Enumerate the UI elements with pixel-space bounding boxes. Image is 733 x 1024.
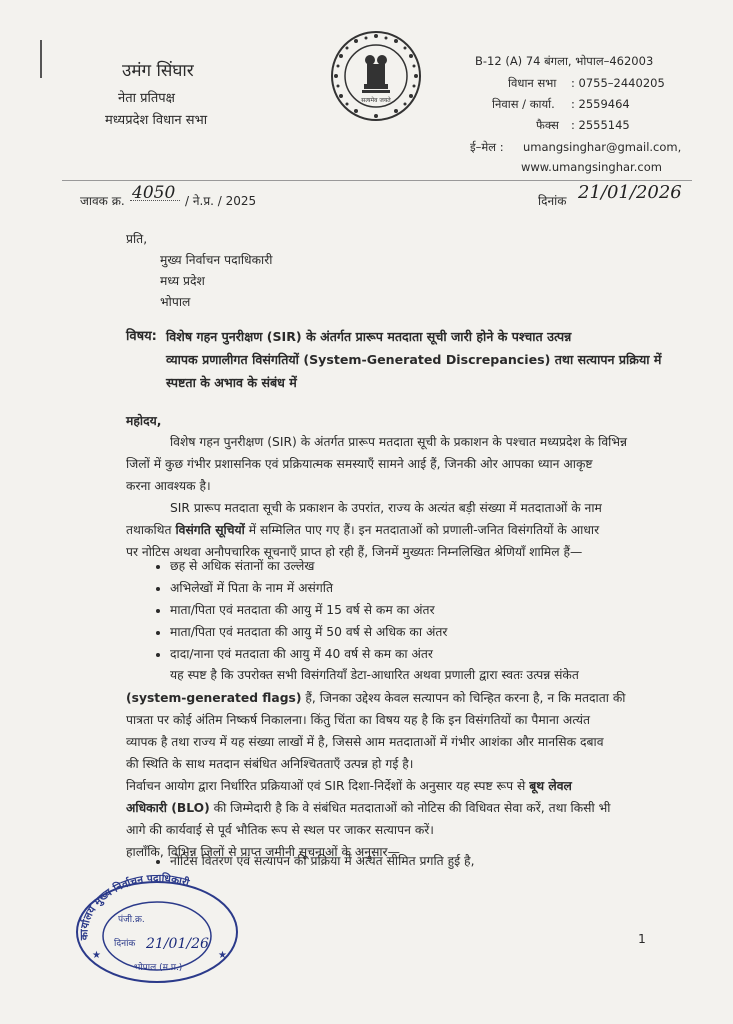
para2-text-c: में सम्मिलित पाए गए हैं। इन मतदाताओं को प्रणाली-जनित विसंगतियों के आधार (244, 523, 600, 537)
sender-designation: नेता प्रतिपक्ष (118, 91, 176, 106)
stamp-ring-text: कार्यालय मुख्य निर्वाचन पदाधिकारी (78, 872, 191, 941)
para1-line-1: विशेष गहन पुनरीक्षण (SIR) के अंतर्गत प्रारूप मतदाता सूची के प्रकाशन के पश्चात मध्यप्रदेश के विभिन्न (170, 435, 628, 449)
recipient-line-1: मुख्य निर्वाचन पदाधिकारी (160, 253, 273, 267)
para3-text: हैं, जिनका उद्देश्य केवल सत्यापन को चिन्हित करना है, न कि मतदाता की (301, 691, 626, 705)
para3-line-5: की स्थिति के साथ मतदान संबंधित अनिश्चितताएँ उत्पन्न हो गई है। (126, 757, 414, 771)
para4-line-1 (126, 775, 572, 797)
date-label: दिनांक (538, 194, 567, 208)
stamp-reg-label: पंजी.क्र. (118, 915, 145, 925)
recipient-line-2: मध्य प्रदेश (160, 274, 205, 288)
email-label: ई–मेल : (470, 140, 504, 154)
ref-suffix: / ने.प्र. / 2025 (185, 194, 257, 208)
star-icon: ★ (218, 950, 227, 961)
margin-mark (40, 40, 42, 78)
date-value: 21/01/2026 (578, 182, 682, 203)
email-address: umangsinghar@gmail.com, (523, 140, 682, 154)
para2-line-2 (126, 519, 599, 541)
para2-text-a: तथाकथित (126, 523, 176, 537)
sender-assembly: मध्यप्रदेश विधान सभा (105, 113, 208, 128)
phone-value-3: : 2555145 (571, 118, 630, 132)
page-number: 1 (638, 932, 646, 946)
para2-line-3: पर नोटिस अथवा अनौपचारिक सूचनाएँ प्राप्त हो रही हैं, जिनमें मुख्यतः निम्नलिखित श्रेणियाँ शामिल हैं— (126, 545, 583, 559)
header-divider (62, 180, 692, 181)
stamp-place: भोपाल (म.प्र.) (134, 963, 183, 973)
para2-bold: विसंगति सूचियों (175, 523, 245, 537)
list-item: • नोटिस वितरण एवं सत्यापन की प्रक्रिया में अत्यंत सीमित प्रगति हुई है, (170, 850, 475, 872)
salutation: महोदय, (126, 414, 162, 428)
ground-report-list (150, 850, 475, 872)
para4-line-2 (126, 797, 610, 819)
list-item: • छह से अधिक संतानों का उल्लेख (170, 555, 447, 577)
para2-line-1: SIR प्रारूप मतदाता सूची के प्रकाशन के उपरांत, राज्य के अत्यंत बड़ी संख्या में मतदाताओं के नाम (170, 501, 602, 515)
subject-label: विषय: (126, 329, 157, 344)
para3-line-1: यह स्पष्ट है कि उपरोक्त सभी विसंगतियाँ डेटा-आधारित अथवा प्रणाली द्वारा स्वतः उत्पन्न संकेत (170, 668, 579, 682)
assembly-emblem (330, 30, 422, 122)
to-label: प्रति, (126, 232, 148, 246)
phone-label-3: फैक्स (536, 118, 559, 132)
list-item: • माता/पिता एवं मतदाता की आयु में 50 वर्ष से अधिक का अंतर (170, 621, 447, 643)
para4-bold-a: बूथ लेवल (529, 779, 572, 793)
list-item: • अभिलेखों में पिता के नाम में असंगति (170, 577, 447, 599)
ref-prefix: जावक क्र. (80, 194, 125, 208)
phone-value-1: : 0755–2440205 (571, 76, 665, 90)
para1-line-2: जिलों में कुछ गंभीर प्रशासनिक एवं प्रक्रियात्मक समस्याएँ सामने आई हैं, जिनकी ओर आपका ध्यान आकृष्ट (126, 457, 593, 471)
subject-line-2: व्यापक प्रणालीगत विसंगतियों (System-Generated Discrepancies) तथा सत्यापन प्रक्रिया में (166, 352, 662, 367)
svg-text:कार्यालय मुख्य निर्वाचन पदाधिक (78, 872, 192, 942)
para4-text-b: की जिम्मेदारी है कि वे संबंधित मतदाताओं को नोटिस की विधिवत सेवा करें, तथा किसी भी (209, 801, 611, 815)
list-item: • दादा/नाना एवं मतदाता की आयु में 40 वर्ष से कम का अंतर (170, 643, 447, 665)
para3-line-3: पात्रता पर कोई अंतिम निष्कर्ष निकालना। किंतु चिंता का विषय यह है कि इन विसंगतियों का पैमाना अत्यंत (126, 713, 590, 727)
website: www.umangsinghar.com (521, 160, 662, 174)
para4-bold-b: अधिकारी (BLO) (126, 801, 210, 815)
para3-line-2 (126, 687, 625, 709)
para4-line-3: आगे की कार्यवाई से पूर्व भौतिक रूप से स्थल पर जाकर सत्यापन करें। (126, 823, 434, 837)
sender-name: उमंग सिंघार (122, 61, 194, 81)
phone-value-2: : 2559464 (571, 97, 630, 111)
stamp-date-value: 21/01/26 (146, 936, 209, 952)
phone-label-1: विधान सभा (508, 76, 557, 90)
para1-line-3: करना आवश्यक है। (126, 479, 211, 493)
subject-line-3: स्पष्टता के अभाव के संबंध में (166, 375, 297, 390)
para4-text-a: निर्वाचन आयोग द्वारा निर्धारित प्रक्रियाओं एवं SIR दिशा-निर्देशों के अनुसार यह स्पष्ट रूप से (126, 779, 530, 793)
recipient-line-3: भोपाल (160, 295, 191, 309)
para5: हालाँकि, विभिन्न जिलों से प्राप्त जमीनी सूचनाओं के अनुसार— (126, 845, 400, 859)
sender-address: B-12 (A) 74 बंगला, भोपाल–462003 (475, 54, 654, 68)
para3-line-4: व्यापक है तथा राज्य में यह संख्या लाखों में है, जिससे आम मतदाताओं में गंभीर आशंका और मानसिक दबाव (126, 735, 604, 749)
discrepancy-list (150, 555, 447, 665)
subject-line-1: विशेष गहन पुनरीक्षण (SIR) के अंतर्गत प्रारूप मतदाता सूची जारी होने के पश्चात उत्पन्न (166, 329, 572, 344)
stamp-date-label: दिनांक (114, 939, 136, 949)
ref-number: 4050 (132, 183, 176, 203)
emblem-motto: सत्यमेव जयते (361, 97, 391, 104)
star-icon: ★ (92, 950, 101, 961)
para3-bold: (system-generated flags) (126, 691, 302, 705)
list-item: • माता/पिता एवं मतदाता की आयु में 15 वर्ष से कम का अंतर (170, 599, 447, 621)
office-stamp (70, 870, 240, 985)
phone-label-2: निवास / कार्या. (492, 97, 555, 111)
